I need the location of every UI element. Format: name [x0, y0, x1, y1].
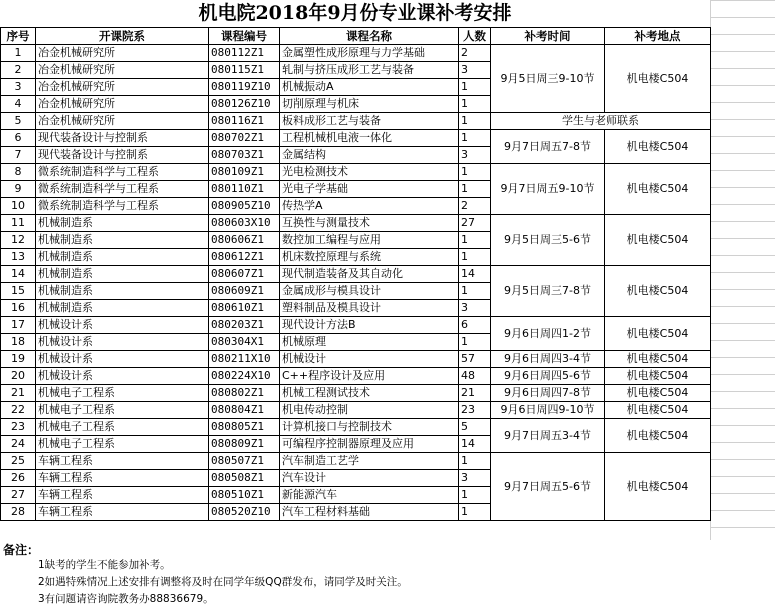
- student-count-cell: 1: [459, 130, 491, 147]
- note-item: 1缺考的学生不能参加补考。: [38, 559, 171, 571]
- course-name-cell: 机械振动A: [280, 79, 459, 96]
- dept-cell: 微系统制造科学与工程系: [36, 198, 209, 215]
- dept-cell: 车辆工程系: [36, 470, 209, 487]
- notes-heading: 备注：: [3, 543, 40, 557]
- student-count-cell: 1: [459, 232, 491, 249]
- row-number: 3: [1, 79, 36, 96]
- student-count-cell: 3: [459, 62, 491, 79]
- student-count-cell: 23: [459, 402, 491, 419]
- header-count: 人数: [459, 28, 491, 45]
- exam-time-cell: 9月7日周五9-10节: [491, 164, 605, 215]
- dept-cell: 机械制造系: [36, 300, 209, 317]
- course-code-cell: 080606Z1: [209, 232, 280, 249]
- row-number: 10: [1, 198, 36, 215]
- dept-cell: 机械设计系: [36, 351, 209, 368]
- table-row: [1, 453, 711, 470]
- exam-place-cell: 机电楼C504: [605, 266, 711, 317]
- course-name-cell: 工程机械机电液一体化: [280, 130, 459, 147]
- exam-place-cell: 机电楼C504: [605, 453, 711, 521]
- course-code-cell: 080804Z1: [209, 402, 280, 419]
- exam-place-cell: 机电楼C504: [605, 368, 711, 385]
- course-code-cell: 080703Z1: [209, 147, 280, 164]
- student-count-cell: 1: [459, 283, 491, 300]
- dept-cell: 机械电子工程系: [36, 436, 209, 453]
- exam-place-cell: 机电楼C504: [605, 215, 711, 266]
- course-code-cell: 080115Z1: [209, 62, 280, 79]
- page-title: 机电院2018年9月份专业课补考安排: [198, 2, 512, 24]
- header-time: 补考时间: [491, 28, 605, 45]
- dept-cell: 机械设计系: [36, 368, 209, 385]
- course-name-cell: 金属塑性成形原理与力学基础: [280, 45, 459, 62]
- exam-time-cell: 9月7日周五5-6节: [491, 453, 605, 521]
- course-name-cell: 现代制造装备及其自动化: [280, 266, 459, 283]
- row-number: 22: [1, 402, 36, 419]
- course-code-cell: 080610Z1: [209, 300, 280, 317]
- row-number: 21: [1, 385, 36, 402]
- course-name-cell: 传热学A: [280, 198, 459, 215]
- student-count-cell: 1: [459, 249, 491, 266]
- course-name-cell: 可编程序控制器原理及应用: [280, 436, 459, 453]
- course-code-cell: 080203Z1: [209, 317, 280, 334]
- dept-cell: 机械制造系: [36, 215, 209, 232]
- student-count-cell: 14: [459, 266, 491, 283]
- dept-cell: 微系统制造科学与工程系: [36, 181, 209, 198]
- row-number: 20: [1, 368, 36, 385]
- exam-time-cell: 9月6日周四5-6节: [491, 368, 605, 385]
- student-count-cell: 3: [459, 147, 491, 164]
- course-code-cell: 080110Z1: [209, 181, 280, 198]
- course-code-cell: 080702Z1: [209, 130, 280, 147]
- course-code-cell: 080607Z1: [209, 266, 280, 283]
- dept-cell: 冶金机械研究所: [36, 45, 209, 62]
- course-name-cell: 机床数控原理与系统: [280, 249, 459, 266]
- row-number: 28: [1, 504, 36, 521]
- exam-place-cell: 机电楼C504: [605, 402, 711, 419]
- dept-cell: 机械设计系: [36, 334, 209, 351]
- course-name-cell: 汽车制造工艺学: [280, 453, 459, 470]
- row-number: 19: [1, 351, 36, 368]
- course-name-cell: 光电子学基础: [280, 181, 459, 198]
- student-count-cell: 3: [459, 470, 491, 487]
- dept-cell: 机械制造系: [36, 249, 209, 266]
- course-code-cell: 080508Z1: [209, 470, 280, 487]
- course-code-cell: 080119Z10: [209, 79, 280, 96]
- header-no: 序号: [1, 28, 36, 45]
- dept-cell: 机械制造系: [36, 283, 209, 300]
- row-number: 26: [1, 470, 36, 487]
- course-name-cell: C++程序设计及应用: [280, 368, 459, 385]
- exam-place-cell: 机电楼C504: [605, 45, 711, 113]
- exam-place-cell: 机电楼C504: [605, 164, 711, 215]
- table-row: [1, 266, 711, 283]
- course-code-cell: 080112Z1: [209, 45, 280, 62]
- dept-cell: 冶金机械研究所: [36, 62, 209, 79]
- row-number: 6: [1, 130, 36, 147]
- course-name-cell: 金属成形与模具设计: [280, 283, 459, 300]
- exam-time-cell: 9月6日周四1-2节: [491, 317, 605, 351]
- student-count-cell: 1: [459, 79, 491, 96]
- exam-time-cell: 9月7日周五3-4节: [491, 419, 605, 453]
- table-row: [1, 351, 711, 368]
- student-count-cell: 48: [459, 368, 491, 385]
- header-place: 补考地点: [605, 28, 711, 45]
- student-count-cell: 27: [459, 215, 491, 232]
- header-row: [1, 28, 711, 45]
- course-name-cell: 切削原理与机床: [280, 96, 459, 113]
- course-name-cell: 轧制与挤压成形工艺与装备: [280, 62, 459, 79]
- student-count-cell: 5: [459, 419, 491, 436]
- course-code-cell: 080304X1: [209, 334, 280, 351]
- row-number: 27: [1, 487, 36, 504]
- table-row: [1, 402, 711, 419]
- course-name-cell: 机械原理: [280, 334, 459, 351]
- table-row: [1, 419, 711, 436]
- student-count-cell: 1: [459, 453, 491, 470]
- course-code-cell: 080126Z10: [209, 96, 280, 113]
- course-code-cell: 080520Z10: [209, 504, 280, 521]
- table-row: [1, 368, 711, 385]
- course-code-cell: 080211X10: [209, 351, 280, 368]
- header-course: 课程名称: [280, 28, 459, 45]
- exam-place-cell: 机电楼C504: [605, 317, 711, 351]
- dept-cell: 微系统制造科学与工程系: [36, 164, 209, 181]
- dept-cell: 机械电子工程系: [36, 385, 209, 402]
- row-number: 4: [1, 96, 36, 113]
- exam-place-cell: 机电楼C504: [605, 419, 711, 453]
- table-row: [1, 385, 711, 402]
- course-name-cell: 光电检测技术: [280, 164, 459, 181]
- course-name-cell: 机械工程测试技术: [280, 385, 459, 402]
- row-number: 18: [1, 334, 36, 351]
- note-item: 2如遇特殊情况上述安排有调整将及时在同学年级QQ群发布，请同学及时关注。: [38, 576, 408, 588]
- student-count-cell: 57: [459, 351, 491, 368]
- table-row: [1, 113, 711, 130]
- course-name-cell: 汽车设计: [280, 470, 459, 487]
- student-count-cell: 2: [459, 198, 491, 215]
- course-code-cell: 080507Z1: [209, 453, 280, 470]
- course-code-cell: 080612Z1: [209, 249, 280, 266]
- course-code-cell: 080224X10: [209, 368, 280, 385]
- student-count-cell: 1: [459, 334, 491, 351]
- spreadsheet-grid-background: [710, 0, 775, 540]
- dept-cell: 机械制造系: [36, 232, 209, 249]
- course-code-cell: 080603X10: [209, 215, 280, 232]
- course-name-cell: 互换性与测量技术: [280, 215, 459, 232]
- exam-place-cell: 机电楼C504: [605, 130, 711, 164]
- table-row: [1, 45, 711, 62]
- exam-time-cell: 9月7日周五7-8节: [491, 130, 605, 164]
- student-count-cell: 3: [459, 300, 491, 317]
- student-count-cell: 2: [459, 45, 491, 62]
- dept-cell: 现代装备设计与控制系: [36, 147, 209, 164]
- course-name-cell: 新能源汽车: [280, 487, 459, 504]
- exam-time-cell: 9月6日周四3-4节: [491, 351, 605, 368]
- row-number: 24: [1, 436, 36, 453]
- exam-place-cell: 机电楼C504: [605, 385, 711, 402]
- exam-schedule-table: [0, 27, 711, 521]
- row-number: 17: [1, 317, 36, 334]
- row-number: 14: [1, 266, 36, 283]
- student-count-cell: 1: [459, 181, 491, 198]
- row-number: 9: [1, 181, 36, 198]
- student-count-cell: 21: [459, 385, 491, 402]
- header-dept: 开课院系: [36, 28, 209, 45]
- dept-cell: 机械设计系: [36, 317, 209, 334]
- row-number: 2: [1, 62, 36, 79]
- row-number: 8: [1, 164, 36, 181]
- table-row: [1, 130, 711, 147]
- table-row: [1, 317, 711, 334]
- row-number: 16: [1, 300, 36, 317]
- row-number: 12: [1, 232, 36, 249]
- dept-cell: 冶金机械研究所: [36, 79, 209, 96]
- exam-time-cell: 9月5日周三7-8节: [491, 266, 605, 317]
- course-code-cell: 080802Z1: [209, 385, 280, 402]
- course-name-cell: 金属结构: [280, 147, 459, 164]
- dept-cell: 冶金机械研究所: [36, 113, 209, 130]
- row-number: 23: [1, 419, 36, 436]
- student-count-cell: 1: [459, 487, 491, 504]
- row-number: 25: [1, 453, 36, 470]
- course-name-cell: 机械设计: [280, 351, 459, 368]
- student-count-cell: 1: [459, 96, 491, 113]
- exam-time-cell: 9月5日周三9-10节: [491, 45, 605, 113]
- dept-cell: 车辆工程系: [36, 453, 209, 470]
- course-code-cell: 080609Z1: [209, 283, 280, 300]
- course-name-cell: 机电传动控制: [280, 402, 459, 419]
- note-item: 3有问题请咨询院教务办88836679。: [38, 593, 214, 605]
- dept-cell: 机械电子工程系: [36, 402, 209, 419]
- row-number: 5: [1, 113, 36, 130]
- row-number: 1: [1, 45, 36, 62]
- course-name-cell: 计算机接口与控制技术: [280, 419, 459, 436]
- row-number: 15: [1, 283, 36, 300]
- row-number: 7: [1, 147, 36, 164]
- course-name-cell: 板料成形工艺与装备: [280, 113, 459, 130]
- header-code: 课程编号: [209, 28, 280, 45]
- student-count-cell: 14: [459, 436, 491, 453]
- student-count-cell: 1: [459, 113, 491, 130]
- exam-time-cell: 9月6日周四7-8节: [491, 385, 605, 402]
- course-code-cell: 080805Z1: [209, 419, 280, 436]
- course-code-cell: 080510Z1: [209, 487, 280, 504]
- course-name-cell: 汽车工程材料基础: [280, 504, 459, 521]
- course-code-cell: 080116Z1: [209, 113, 280, 130]
- exam-time-cell: 9月5日周三5-6节: [491, 215, 605, 266]
- student-count-cell: 1: [459, 164, 491, 181]
- dept-cell: 现代装备设计与控制系: [36, 130, 209, 147]
- student-count-cell: 1: [459, 504, 491, 521]
- dept-cell: 机械制造系: [36, 266, 209, 283]
- course-name-cell: 现代设计方法B: [280, 317, 459, 334]
- row-number: 11: [1, 215, 36, 232]
- dept-cell: 冶金机械研究所: [36, 96, 209, 113]
- contact-note-cell: 学生与老师联系: [491, 113, 711, 130]
- table-row: [1, 215, 711, 232]
- dept-cell: 车辆工程系: [36, 504, 209, 521]
- course-code-cell: 080109Z1: [209, 164, 280, 181]
- dept-cell: 车辆工程系: [36, 487, 209, 504]
- course-name-cell: 塑料制品及模具设计: [280, 300, 459, 317]
- course-code-cell: 080905Z10: [209, 198, 280, 215]
- dept-cell: 机械电子工程系: [36, 419, 209, 436]
- student-count-cell: 6: [459, 317, 491, 334]
- course-name-cell: 数控加工编程与应用: [280, 232, 459, 249]
- table-row: [1, 164, 711, 181]
- exam-place-cell: 机电楼C504: [605, 351, 711, 368]
- course-code-cell: 080809Z1: [209, 436, 280, 453]
- row-number: 13: [1, 249, 36, 266]
- notes-section: [0, 540, 775, 610]
- exam-time-cell: 9月6日周四9-10节: [491, 402, 605, 419]
